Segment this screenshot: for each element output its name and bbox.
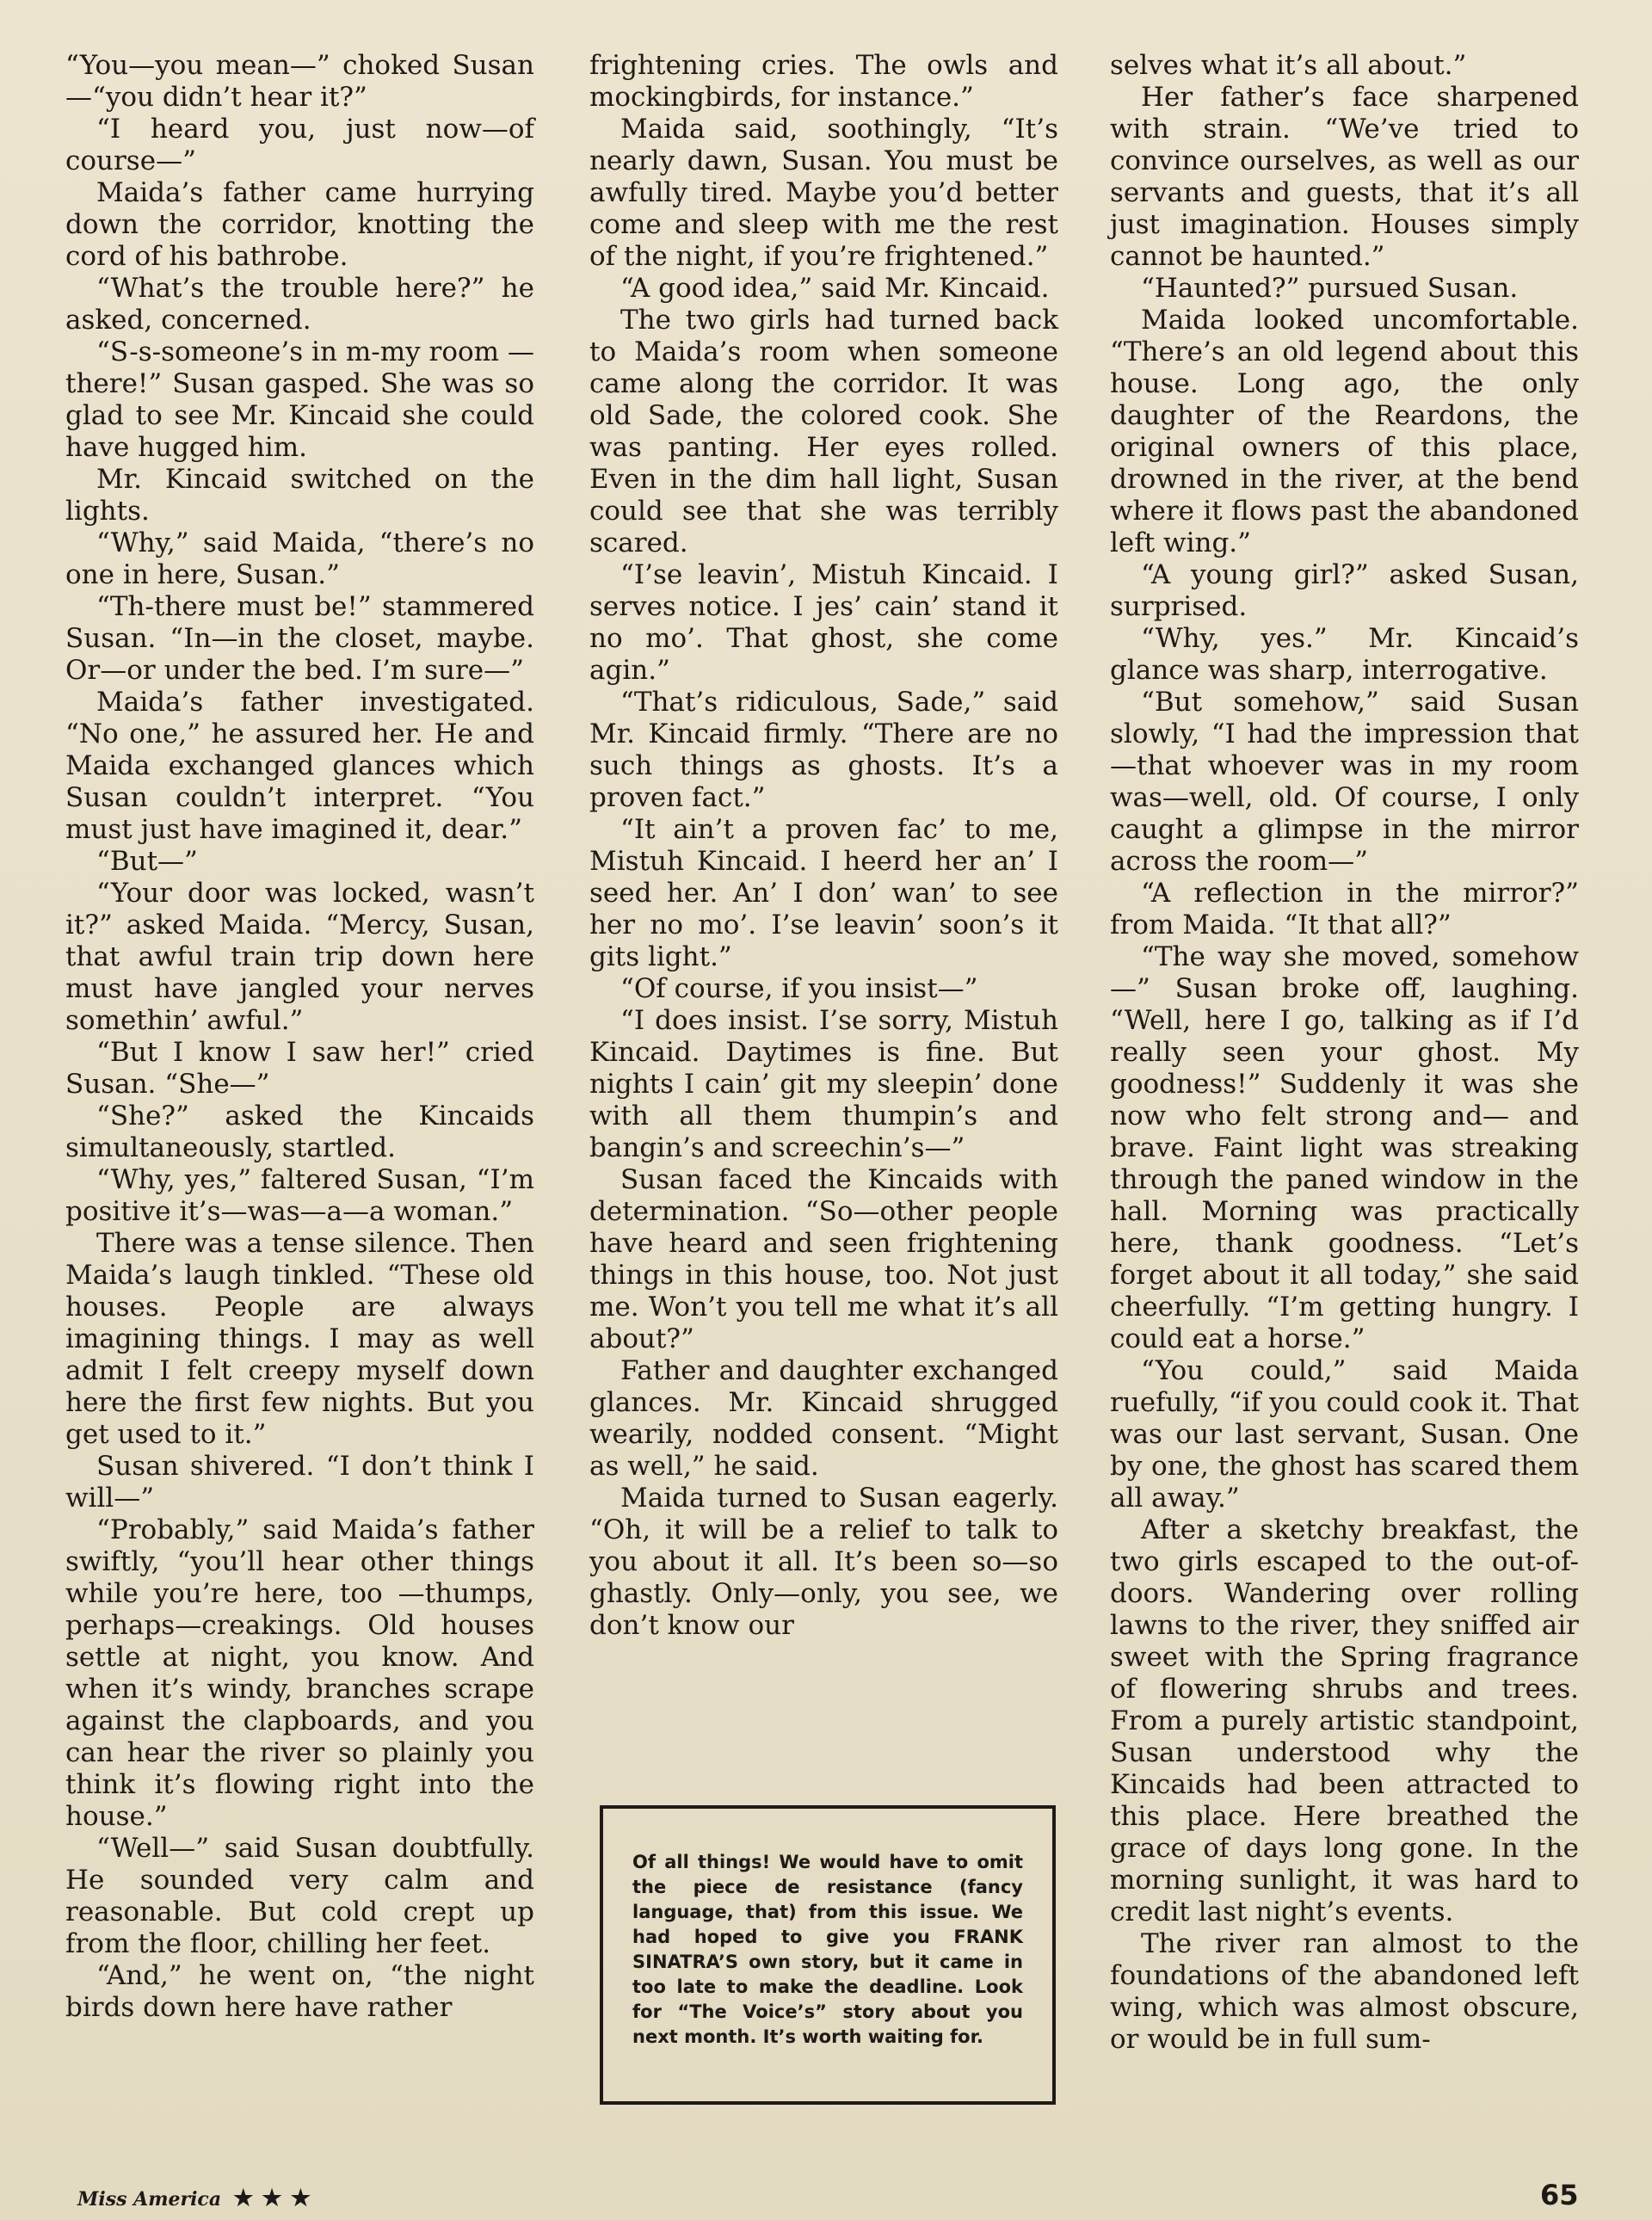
paragraph: The two girls had turned back to Maida’s room when someone came along the corridor. It was old Sade, the colored cook. She was panting. Her eyes rolled. Even in the dim hall light, Susan could see that she was terribly scared. [589, 305, 1058, 558]
editor-notice-box [600, 1805, 1056, 2105]
paragraph: “Th-there must be!” stammered Susan. “In—in the closet, maybe. Or—or under the bed. I’m sure—” [65, 591, 534, 686]
paragraph: “But somehow,” said Susan slowly, “I had the impression that—that whoever was in my room was—well, old. Of course, I only caught a glimpse in the mirror across the room—” [1110, 687, 1579, 877]
paragraph: “The way she moved, somehow—” Susan broke off, laughing. “Well, here I go, talking as if I’d really seen your ghost. My goodness!” Suddenly it was she now who felt strong and— and brave. Faint light was streaking through the paned window in the hall. Morning was practically here, thank goodness. “Let’s forget about it all today,” she said cheerfully. “I’m getting hungry. I could eat a horse.” [1110, 941, 1579, 1354]
editor-notice-text: Of all things! We would have to omit the piece de resistance (fancy language, that) from this issue. We had hoped to give you FRANK SINATRA’S own story, but it came in too late to make the deadline. Look for “The Voice’s” story about you next month. It’s worth waiting for. [632, 1852, 1023, 2047]
paragraph: “I does insist. I’se sorry, Mistuh Kincaid. Daytimes is fine. But nights I cain’ git my sleepin’ done with all them thumpin’s and bangin’s and screechin’s—” [589, 1005, 1058, 1163]
paragraph: Susan faced the Kincaids with determination. “So—other people have heard and seen frightening things in this house, too. Not just me. Won’t you tell me what it’s all about?” [589, 1164, 1058, 1354]
paragraph: “Why, yes,” faltered Susan, “I’m positive it’s—was—a—a woman.” [65, 1164, 534, 1227]
paragraph: “Haunted?” pursued Susan. [1141, 273, 1519, 304]
paragraph: The river ran almost to the foundations of the abandoned left wing, which was almost obscure, or would be in full sum- [1110, 1928, 1579, 2055]
paragraph: “Your door was locked, wasn’t it?” asked Maida. “Mercy, Susan, that awful train trip down here must have jangled your nerves somethin’ awful.” [65, 878, 534, 1036]
paragraph: Maida said, soothingly, “It’s nearly dawn, Susan. You must be awfully tired. Maybe you’d better come and sleep with me the rest of the night, if you’re frightened.” [589, 114, 1058, 272]
paragraph: “S-s-someone’s in m-my room —there!” Susan gasped. She was so glad to see Mr. Kincaid she could have hugged him. [65, 336, 534, 463]
magazine-title: Miss America [77, 2188, 222, 2211]
paragraph: “That’s ridiculous, Sade,” said Mr. Kincaid firmly. “There are no such things as ghosts. It’s a proven fact.” [589, 687, 1058, 813]
paragraph: “A good idea,” said Mr. Kincaid. [620, 273, 1050, 304]
paragraph: “Why, yes.” Mr. Kincaid’s glance was sharp, interrogative. [1110, 623, 1579, 686]
paragraph: “Of course, if you insist—” [620, 973, 978, 1004]
paragraph: “She?” asked the Kincaids simultaneously, startled. [65, 1101, 534, 1163]
paragraph: “A reflection in the mirror?” from Maida. “It that all?” [1110, 878, 1579, 940]
paragraph: “But I know I saw her!” cried Susan. “She—” [65, 1037, 534, 1100]
paragraph: There was a tense silence. Then Maida’s laugh tinkled. “These old houses. People are always imagining things. I may as well admit I felt creepy myself down here the first few nights. But you get used to it.” [65, 1228, 534, 1450]
paragraph: Maida turned to Susan eagerly. “Oh, it will be a relief to talk to you about it all. It’s been so—so ghastly. Only—only, you see, we don’t know our [589, 1483, 1058, 1641]
paragraph: Mr. Kincaid switched on the lights. [65, 464, 534, 527]
paragraph: “But—” [96, 846, 198, 877]
footer-magazine-name [77, 2186, 319, 2211]
paragraph: “Well—” said Susan doubtfully. He sounded very calm and reasonable. But cold crept up from the floor, chilling her feet. [65, 1833, 534, 1959]
paragraph: Maida looked uncomfortable. “There’s an old legend about this house. Long ago, the only daughter of the Reardons, the original owners of this place, drowned in the river, at the bend where it flows past the abandoned left wing.” [1110, 305, 1579, 558]
paragraph: Father and daughter exchanged glances. Mr. Kincaid shrugged wearily, nodded consent. “Might as well,” he said. [589, 1355, 1058, 1482]
paragraph: “What’s the trouble here?” he asked, concerned. [65, 273, 534, 336]
paragraph: Maida’s father investigated. “No one,” he assured her. He and Maida exchanged glances which Susan couldn’t interpret. “You must just have imagined it, dear.” [65, 687, 534, 845]
page-number: 65 [1540, 2179, 1579, 2211]
paragraph: Her father’s face sharpened with strain. “We’ve tried to convince ourselves, as well as our servants and guests, that it’s all just imagination. Houses simply cannot be haunted.” [1110, 82, 1579, 272]
paragraph: “Probably,” said Maida’s father swiftly, “you’ll hear other things while you’re here, too —thumps, perhaps—creakings. Old houses settle at night, you know. And when it’s windy, branches scrape against the clapboards, and you can hear the river so plainly you think it’s flowing right into the house.” [65, 1514, 534, 1832]
paragraph: After a sketchy breakfast, the two girls escaped to the out-of-doors. Wandering over rolling lawns to the river, they sniffed air sweet with the Spring fragrance of flowering shrubs and trees. From a purely artistic standpoint, Susan understood why the Kincaids had been attracted to this place. Here breathed the grace of days long gone. In the morning sunlight, it was hard to credit last night’s events. [1110, 1514, 1579, 1927]
text-column-3 [1110, 50, 1579, 2056]
paragraph: “It ain’t a proven fac’ to me, Mistuh Kincaid. I heerd her an’ I seed her. An’ I don’ wan’ to see her no mo’. I’se leavin’ soon’s it gits light.” [589, 814, 1058, 972]
paragraph: “You—you mean—” choked Susan—“you didn’t hear it?” [65, 50, 534, 113]
paragraph: “You could,” said Maida ruefully, “if you could cook it. That was our last servant, Susan. One by one, the ghost has scared them all away.” [1110, 1355, 1579, 1514]
text-column-1 [65, 50, 534, 2024]
paragraph: “A young girl?” asked Susan, surprised. [1110, 559, 1579, 622]
paragraph: “Why,” said Maida, “there’s no one in here, Susan.” [65, 527, 534, 590]
text-column-2 [589, 50, 1058, 1642]
paragraph: Maida’s father came hurrying down the corridor, knotting the cord of his bathrobe. [65, 177, 534, 272]
paragraph: “I’se leavin’, Mistuh Kincaid. I serves notice. I jes’ cain’ stand it no mo’. That ghost, she come agin.” [589, 559, 1058, 686]
paragraph: “And,” he went on, “the night birds down here have rather [65, 1960, 534, 2023]
paragraph: “I heard you, just now—of course—” [65, 114, 534, 176]
paragraph: selves what it’s all about.” [1110, 50, 1467, 81]
paragraph: Susan shivered. “I don’t think I will—” [65, 1451, 534, 1514]
paragraph: frightening cries. The owls and mockingbirds, for instance.” [589, 50, 1058, 113]
star-icon: ★★★ [233, 2186, 320, 2211]
